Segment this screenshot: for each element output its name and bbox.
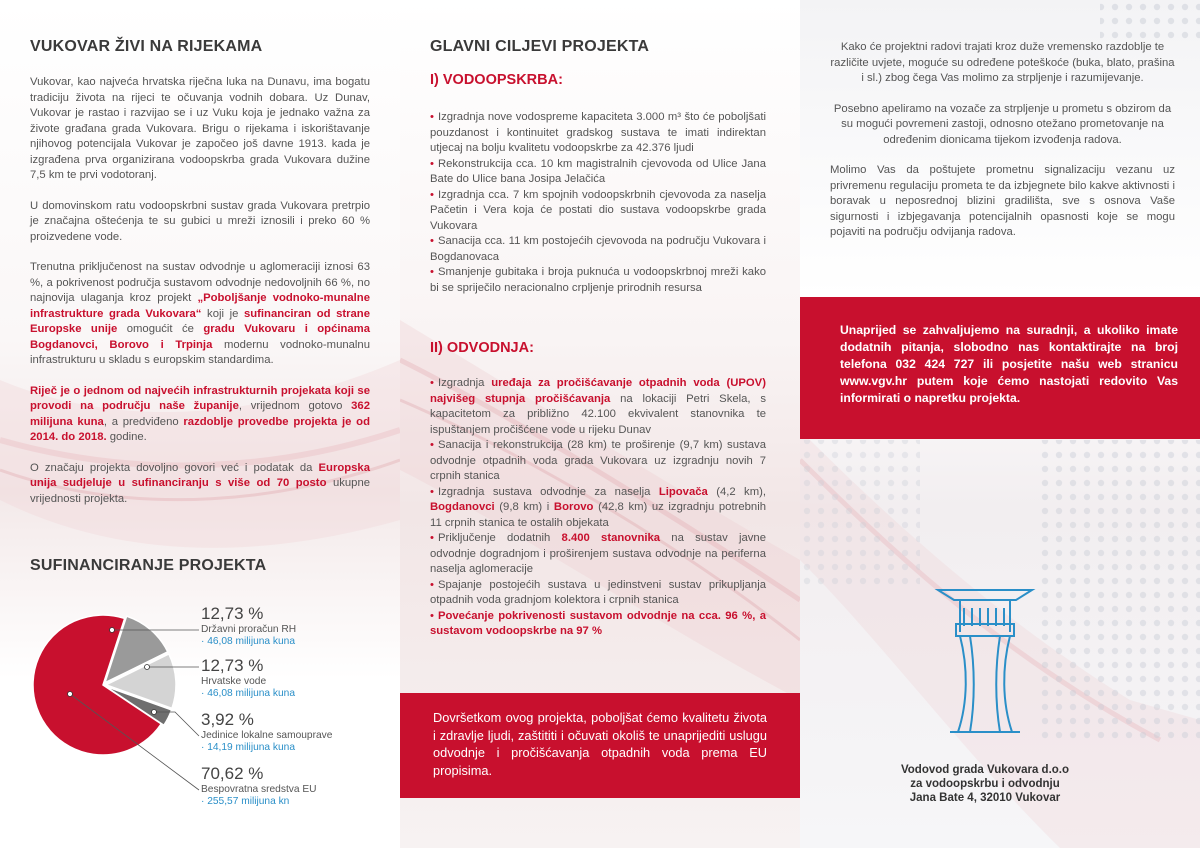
list-item: • Izgradnja cca. 7 km spojnih vodoopskrbnih cjevovoda za naselja Pačetin i Vera koja će postati dio sustava vodoopskrbe grada Vukovara: [430, 188, 766, 232]
legend-pct: 70,62 %: [201, 764, 264, 783]
water-tower-logo: [930, 582, 1040, 742]
legend-item-local-government: [201, 710, 332, 754]
legend-amount: · 14,19 milijuna kuna: [201, 742, 296, 753]
panel-middle: [400, 0, 800, 848]
panel3-para1: Kako će projektni radovi trajati kroz duže vremensko razdoblje te različite uvjete, moguće su određene poteškoće (buka, blato, prašina i sl.) zbog čega Vas molimo za strpljenje i razumijevanje.: [830, 41, 1175, 84]
company-address: Jana Bate 4, 32010 Vukovar: [909, 792, 1061, 804]
heading-cofinancing: SUFINANCIRANJE PROJEKTA: [30, 557, 267, 574]
legend-pct: 12,73 %: [201, 604, 264, 623]
legend-label: Hrvatske vode: [201, 676, 267, 687]
list-item: • Sanacija i rekonstrukcija (28 km) te proširenje (9,7 km) sustava odvodnje otpadnih voda grada Vukovara uz izgradnju novih 7 crpnih stanica: [430, 439, 766, 482]
phone-number: 032 424 727: [895, 357, 975, 371]
list-item: • Spajanje postojećih sustava u jedinstveni sustav prikupljanja otpadnih voda gradnjom kolektora i crpnih stanica: [430, 578, 766, 606]
panel3-para3: Molimo Vas da poštujete prometnu signalizaciju vezanu uz privremenu regulaciju prometa te da izbjegnete bilo kakve aktivnosti i boravak u neposrednoj blizini gradilišta, sve s osnova Vaše sigurnosti i izbjegavanja potencijalnih opasnosti koje se mogu pojaviti na području odvijanja radova.: [830, 164, 1175, 238]
cofinancing-pie-chart: [18, 600, 188, 770]
project-completion-box: [400, 693, 800, 798]
list-item: • Izgradnja nove vodospreme kapaciteta 3.000 m³ što će poboljšati pouzdanost i kontinuitet gradskog sustava te imati indirektan utjecaj na bolju kvalitetu vodoopskrbe za 42.376 ljudi: [430, 111, 766, 154]
panel-left: [0, 0, 400, 848]
legend-item-state-budget: [201, 604, 296, 648]
project-completion-text: Dovršetkom ovog projekta, poboljšat ćemo kvalitetu života i zdravlje ljudi, zaštititi i očuvati okoliš te unaprijediti uslugu odvodnje i pročišćavanja otpadnih voda prema EU propisima.: [433, 710, 767, 778]
list-item: • Rekonstrukcija cca. 10 km magistralnih cjevovoda od Ulice Jana Bate do Ulice bana Josipa Jelačića: [430, 157, 766, 185]
company-info: [885, 763, 1085, 805]
legend-label: Državni proračun RH: [201, 624, 297, 635]
panel3-body: [830, 40, 1175, 256]
legend-amount: · 255,57 milijuna kn: [201, 796, 290, 807]
list-item: • Priključenje dodatnih 8.400 stanovnika na sustav javne odvodnje dogradnjom i proširenjem sustava odvodnje na periferna naselja aglomeracije: [430, 532, 766, 575]
drainage-list: [430, 376, 766, 640]
panel3-para2: Posebno apeliramo na vozače za strpljenje u prometu s obzirom da su mogući povremeni zastoji, odnosno otežano prometovanje na određenim dionicama tijekom izvođenja radova.: [833, 102, 1172, 146]
website-link[interactable]: www.vgv.hr: [840, 374, 908, 388]
heading-water-supply: I) VODOOPSKRBA:: [430, 72, 563, 88]
list-item: • Smanjenje gubitaka i broja puknuća u vodoopskrbnoj mreži kako bi se spriječilo neracionalno crpljenje prirodnih resursa: [430, 266, 766, 294]
legend-label: Bespovratna sredstva EU: [201, 784, 317, 795]
list-item: • Izgradnja sustava odvodnje za naselja Lipovača (4,2 km), Bogdanovci (9,8 km) i Borovo (42,8 km) uz izgradnju potrebnih 11 crpnih stanica te ostalih objekata: [430, 485, 767, 529]
panel1-para1: Vukovar, kao najveća hrvatska riječna luka na Dunavu, ima bogatu tradiciju života na rijeci te očuvanja vodnih dobara. Uz Dunav, Vukovar je rastao i razvijao se i uz Vuku koja je jednako važna za živote građana grada Vukovara. Brigu o rijekama i iskorištavanje njihovog potencijala Vukovar je započeo još davne 1913. kada je izgrađena prva organizirana vodoopskrba grada Vukovara dužine 7,5 km te prvi vodotoranj.: [30, 76, 370, 181]
company-description: za vodoopskrbu i odvodnju: [910, 778, 1060, 790]
list-item: • Sanacija cca. 11 km postojećih cjevovoda na području Vukovara i Bogdanovaca: [430, 235, 766, 263]
list-item: • Povećanje pokrivenosti sustavom odvodnje na cca. 96 %, a sustavom vodoopskrbe na 97 %: [430, 609, 766, 637]
legend-item-croatian-waters: [201, 656, 295, 700]
contact-text: Unaprijed se zahvaljujemo na suradnji, a ukoliko imate dodatnih pitanja, slobodno nas kontaktirajte na broj telefona 032 424 727 ili posjetite našu web stranicu www.vgv.hr putem koje ćemo nastojati redovito Vas informirati o napretku projekta.: [840, 323, 1178, 405]
legend-amount: · 46,08 milijuna kuna: [201, 688, 296, 699]
legend-label: Jedinice lokalne samouprave: [201, 730, 333, 741]
panel1-para2: U domovinskom ratu vodoopskrbni sustav grada Vukovara pretrpio je značajna oštećenja te su gubici u mreži iznosili i preko 60 % proizvedene vode.: [30, 199, 370, 243]
legend-item-eu-grants: [201, 764, 317, 808]
legend-pct: 12,73 %: [201, 656, 264, 675]
heading-drainage: II) ODVODNJA:: [430, 340, 534, 356]
legend-pct: 3,92 %: [201, 710, 254, 729]
legend-amount: · 46,08 milijuna kuna: [201, 636, 296, 647]
company-name: Vodovod grada Vukovara d.o.o: [900, 764, 1070, 776]
contact-box: [800, 297, 1200, 439]
panel1-para4: Riječ je o jednom od najvećih infrastrukturnih projekata koji se provodi na području naše županije, vrijednom gotovo 362 milijuna kuna, a predviđeno razdoblje provedbe projekta je od 2014. do 2018. godine.: [30, 384, 370, 443]
list-item: • Izgradnja uređaja za pročišćavanje otpadnih voda (UPOV) najvišeg stupnja pročišćavanja na lokaciji Petri Skela, s kapacitetom za približno 42.100 ekvivalent stanovnika te ispuštanjem pročišćene vode u rijeku Dunav: [430, 377, 766, 436]
heading-vukovar: VUKOVAR ŽIVI NA RIJEKAMA: [30, 38, 263, 55]
panel1-para3: Trenutna priključenost na sustav odvodnje u aglomeraciji iznosi 63 %, a pokrivenost područja sustavom odvodnje nedovoljnih 66 %, no najnovija ulaganja kroz projekt „Poboljšanje vodnoko-munalne infrastrukture grada Vukovara“ koji je sufinanciran od strane Europske unije omogućit će gradu Vukovaru i općinama Bogdanovci, Borovo i Trpinja modernu vodnoko-munalnu infrastrukturu u skladu s europskim standardima.: [30, 261, 371, 366]
panel1-body: [30, 75, 370, 522]
water-supply-list: [430, 110, 766, 296]
panel1-para5: O značaju projekta dovoljno govori već i podatak da Europska unija sudjeluje u sufinanciranju s više od 70 posto ukupne vrijednosti projekta.: [30, 461, 371, 505]
heading-goals: GLAVNI CILJEVI PROJEKTA: [430, 38, 650, 55]
